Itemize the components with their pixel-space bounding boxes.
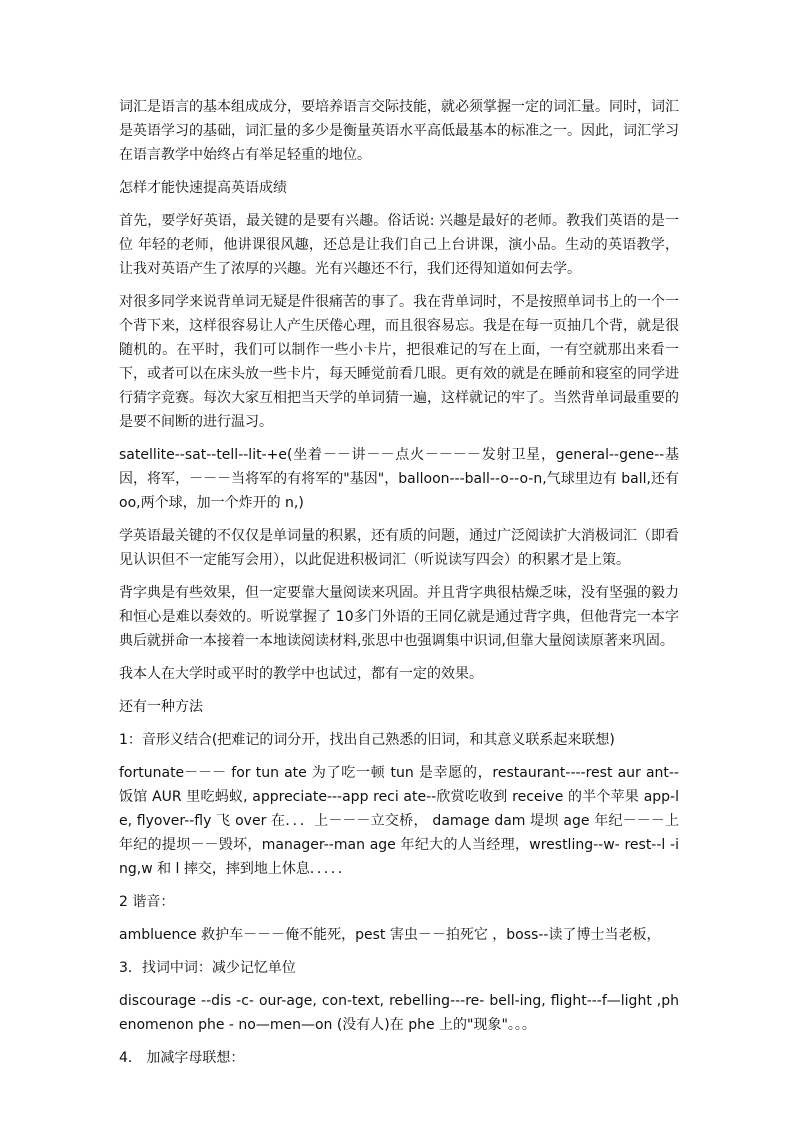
method-1-title: 1：音形义结合(把难记的词分开，找出自己熟悉的旧词，和其意义联系起来联想) <box>119 732 615 748</box>
document-page <box>119 95 679 1079</box>
method-2-title: 2 谐音： <box>119 894 175 910</box>
method-4-title: 4． 加减字母联想： <box>119 1050 245 1066</box>
method-1-examples: fortunate－－－ for tun ate 为了吃一顿 tun 是幸愿的，restaurant----rest aur ant--饭馆 AUR 里吃蚂蚁, appreciate---app reci ate--欣赏吃收到 receive 的半个苹果 app-le, flyover--fly 飞 over 在．．．上－－－立交桥， damage dam 堤坝 age 年纪－－－上年纪的提坝－－毁坏，manager--man age 年纪大的人当经理，wrestling--w- rest--l -ing,w 和 l 摔交，摔到地上休息．．．．． <box>119 765 679 877</box>
vocabulary-accumulation-paragraph: 学英语最关键的不仅仅是单词量的积累，还有质的问题，通过广泛阅读扩大消极词汇（即看见认识但不一定能写会用），以此促进积极词汇（听说读写四会）的积累才是上策。 <box>119 528 679 568</box>
method-3-title: 3．找词中词：减少记忆单位 <box>119 960 296 976</box>
method-3-examples: discourage --dis -c- our-age, con-text, rebelling---re- bell-ing, flight---f—light ,phenomenon phe - no—men—on (没有人)在 phe 上的"现象"。。。 <box>119 993 679 1033</box>
intro-paragraph: 词汇是语言的基本组成成分，要培养语言交际技能，就必须掌握一定的词汇量。同时，词汇是英语学习的基础，词汇量的多少是衡量英语水平高低最基本的标准之一。因此，词汇学习在语言教学中始终占有举足轻重的地位。 <box>119 99 679 163</box>
personal-experience-paragraph: 我本人在大学时或平时的教学中也试过，都有一定的效果。 <box>119 666 483 682</box>
interest-paragraph: 首先，要学好英语，最关键的是要有兴趣。俗话说: 兴趣是最好的老师。教我们英语的是一位 年轻的老师，他讲课很风趣，还总是让我们自己上台讲课，演小品。生动的英语教学，让我对英语产生了浓厚的兴趣。光有兴趣还不行，我们还得知道如何去学。 <box>119 213 679 277</box>
another-method-heading: 还有一种方法 <box>119 699 203 715</box>
dictionary-paragraph: 背字典是有些效果，但一定要靠大量阅读来巩固。并且背字典很枯燥乏味，没有坚强的毅力和恒心是难以奏效的。听说掌握了 10多门外语的王同亿就是通过背字典，但他背完一本字典后就拼命一本接着一本地读阅读材料,张思中也强调集中识词,但靠大量阅读原著来巩固。 <box>119 585 679 649</box>
method-2-examples: ambluence 救护车－－－俺不能死，pest 害虫－－拍死它 ，boss--读了博士当老板， <box>119 927 661 943</box>
memorize-words-paragraph: 对很多同学来说背单词无疑是件很痛苦的事了。我在背单词时，不是按照单词书上的一个一个背下来，这样很容易让人产生厌倦心理，而且很容易忘。我是在每一页抽几个背，就是很随机的。在平时，我们可以制作一些小卡片，把很难记的写在上面，一有空就那出来看一下，或者可以在床头放一些卡片，每天睡觉前看几眼。更有效的就是在睡前和寝室的同学进行猜字竞赛。每次大家互相把当天学的单词猜一遍，这样就记的牢了。当然背单词最重要的是要不间断的进行温习。 <box>119 294 679 430</box>
word-examples-paragraph: satellite--sat--tell--lit-+e(坐着－－讲－－点火－－－－发射卫星，general--gene--基因，将军，－－－当将军的有将军的"基因"，balloon---ball--o--o-n,气球里边有 ball,还有 oo,两个球，加一个炸开的 n,) <box>119 447 679 511</box>
section-heading: 怎样才能快速提高英语成绩 <box>119 180 287 196</box>
